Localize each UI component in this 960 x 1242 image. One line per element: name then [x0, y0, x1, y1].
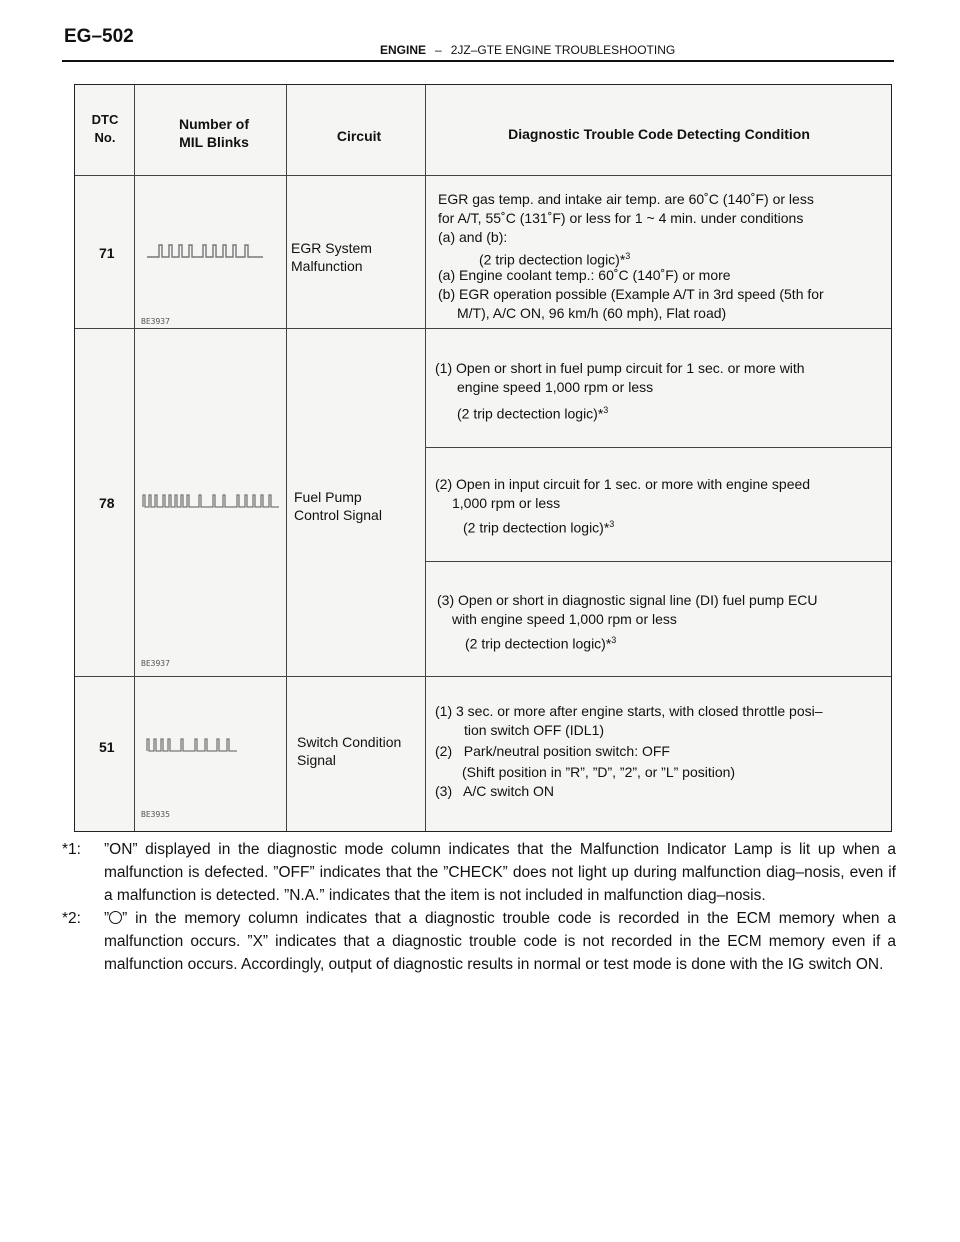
figure-code: BE3937	[141, 317, 170, 326]
circle-icon	[109, 911, 122, 924]
mil-blink-pattern	[141, 489, 281, 515]
dtc-number: 71	[99, 245, 115, 261]
dtc-number: 51	[99, 739, 115, 755]
column-divider	[286, 85, 287, 831]
header-circuit: Circuit	[336, 128, 382, 144]
circuit-line: Fuel Pump	[294, 489, 362, 505]
condition-line: (2 trip dectection logic)*$^3$	[463, 519, 615, 536]
header-condition: Diagnostic Trouble Code Detecting Condition	[508, 126, 810, 142]
condition-line: 1,000 rpm or less	[452, 495, 561, 511]
condition-line: with engine speed 1,000 rpm or less	[452, 611, 677, 627]
condition-line: (2 trip dectection logic)*$^3$	[479, 251, 631, 268]
circuit-line: Switch Condition	[297, 734, 402, 750]
circuit-line: EGR System	[291, 240, 372, 256]
condition-line: tion switch OFF (IDL1)	[464, 722, 605, 738]
row-divider	[75, 328, 891, 329]
condition-line: engine speed 1,000 rpm or less	[457, 379, 654, 395]
header-blinks-line1: Number of	[179, 116, 249, 132]
header-separator: –	[435, 43, 442, 57]
condition-line: (2 trip dectection logic)*$^3$	[465, 635, 617, 652]
footnote-mark: *2:	[62, 910, 81, 927]
footnote-text-start: ”	[104, 910, 110, 927]
header-blinks-line2: MIL Blinks	[179, 134, 249, 150]
circuit-name	[297, 733, 401, 769]
row-divider	[75, 676, 891, 677]
condition-line: (1) 3 sec. or more after engine starts, with closed throttle posi–	[435, 703, 823, 719]
condition-line: (1) Open or short in fuel pump circuit for 1 sec. or more with	[435, 360, 805, 376]
figure-code: BE3937	[141, 659, 170, 668]
figure-code: BE3935	[141, 810, 170, 819]
circuit-line: Malfunction	[291, 258, 363, 274]
condition-line: (3) Open or short in diagnostic signal line (DI) fuel pump ECU	[437, 592, 818, 608]
mil-blink-pattern	[145, 237, 269, 265]
section-subtitle: 2JZ–GTE ENGINE TROUBLESHOOTING	[450, 43, 676, 57]
row-divider	[425, 447, 891, 448]
condition-line: for A/T, 55˚C (131˚F) or less for 1 ~ 4 min. under conditions	[438, 210, 804, 226]
row-divider	[425, 561, 891, 562]
circuit-line: Control Signal	[294, 507, 382, 523]
column-divider	[425, 85, 426, 831]
header-mil-blinks	[139, 115, 289, 151]
page-number: EG–502	[64, 26, 134, 47]
condition-line: (a) Engine coolant temp.: 60˚C (140˚F) or more	[438, 267, 731, 283]
footnote-text: ” in the memory column indicates that a diagnostic trouble code is recorded in the ECM memory when a malfunction occurs. ”X” indicates that a diagnostic trouble code is not recorded in the ECM memory even if a malfunction occurs. Accordingly, output of diagnostic results in normal or test mode is done with the IG switch ON.	[104, 910, 896, 973]
circuit-name	[294, 488, 382, 524]
circuit-line: Signal	[297, 752, 336, 768]
header-dtc-line2: No.	[94, 130, 116, 145]
footnote-mark: *1:	[62, 841, 81, 858]
condition-line: M/T), A/C ON, 96 km/h (60 mph), Flat road)	[457, 305, 727, 321]
footnote	[62, 838, 896, 907]
column-divider	[134, 85, 135, 831]
dtc-table	[74, 84, 892, 832]
condition-line: (Shift position in ”R”, ”D”, ”2”, or ”L” position)	[462, 764, 736, 780]
section-header	[380, 43, 675, 57]
condition-line: (2) Open in input circuit for 1 sec. or more with engine speed	[435, 476, 811, 492]
row-divider	[75, 175, 891, 176]
footnote-text: ”ON” displayed in the diagnostic mode column indicates that the Malfunction Indicator Lamp is lit up when a malfunction is defected. ”OFF” indicates that the ”CHECK” does not light up during malfunction diag–nosis, even if a malfunction is detected. ”N.A.” indicates that the item is not included in malfunction diag–nosis.	[104, 841, 896, 904]
mil-blink-pattern	[145, 733, 241, 759]
header-dtc-no	[77, 111, 133, 147]
condition-line: (2 trip dectection logic)*$^3$	[457, 405, 609, 422]
header-rule	[62, 60, 894, 62]
condition-line: (2) Park/neutral position switch: OFF	[435, 743, 670, 759]
footnote	[62, 907, 896, 976]
condition-line: EGR gas temp. and intake air temp. are 60˚C (140˚F) or less	[438, 191, 814, 207]
condition-line: (b) EGR operation possible (Example A/T in 3rd speed (5th for	[438, 286, 824, 302]
header-dtc-line1: DTC	[91, 112, 119, 127]
section-name: ENGINE	[380, 43, 427, 57]
footnotes	[62, 838, 896, 976]
circuit-name	[291, 239, 372, 275]
condition-line: (3) A/C switch ON	[435, 783, 555, 799]
dtc-number: 78	[99, 495, 115, 511]
condition-line: (a) and (b):	[438, 229, 508, 245]
